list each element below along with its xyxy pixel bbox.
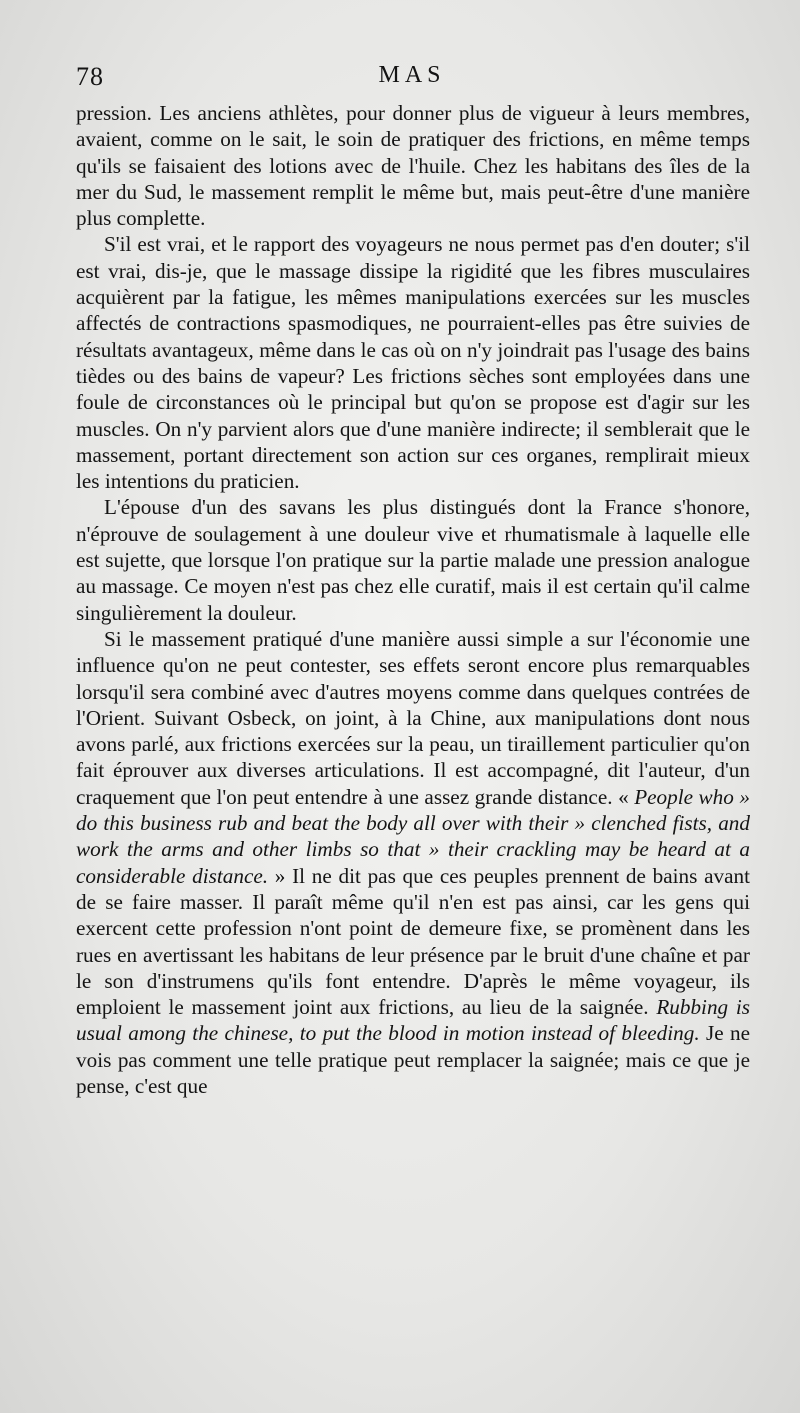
- text-segment: Si le massement pratiqué d'une manière aussi simple a sur l'économie une influence qu'on ne peut contester, ses effets seront encore plus remarquables lorsqu'il sera combiné avec d'autres moyens comme dans quelques contrées de l'Orient. Suivant Osbeck, on joint, à la Chine, aux manipulations dont nous avons parlé, aux frictions exercées sur la peau, un tiraillement particulier qu'on fait éprouver aux diverses articulations. Il est accompagné, dit l'auteur, d'un craquement que l'on peut entendre à une assez grande distance. «: [76, 626, 750, 809]
- text-segment: L'épouse d'un des savans les plus distingués dont la France s'honore, n'éprouve de soulagement à une douleur vive et rhumatismale à laquelle elle est sujette, que lorsque l'on pratique sur la partie malade une pression analogue au massage. Ce moyen n'est pas chez elle curatif, mais il est certain qu'il calme singulièrement la douleur.: [76, 495, 750, 625]
- paragraph: [76, 494, 750, 625]
- page-header: [76, 62, 748, 92]
- paragraph: [76, 626, 750, 1099]
- text-segment: pression. Les anciens athlètes, pour donner plus de vigueur à leurs membres, avaient, comme on le sait, le soin de pratiquer des frictions, en même temps qu'ils se faisaient des lotions avec de l'huile. Chez les habitans des îles de la mer du Sud, le massement remplit le même but, mais peut-être d'une manière plus complette.: [76, 101, 750, 231]
- text-segment: » Il ne dit pas que ces peuples prennent de bains avant de se faire masser. Il paraît même qu'il n'en est pas ainsi, car les gens qui exercent cette profession n'ont point de demeure fixe, se promènent dans les rues en avertissant les habitans de leur présence par le bruit d'une chaîne et par le son d'instrumens qu'ils font entendre. D'après le même voyageur, ils emploient le massement joint aux frictions, au lieu de la saignée.: [76, 863, 750, 1020]
- running-head: MAS: [378, 62, 446, 88]
- page-number: 78: [76, 62, 104, 91]
- italic-quotation: People who » do this business rub and beat the body all over with their » clenched fists, and work the arms and other limbs so that » their crackling may be heard at a considerable distance.: [76, 784, 750, 888]
- italic-quotation: Rubbing is usual among the chinese, to put the blood in motion instead of bleeding.: [76, 995, 750, 1046]
- body-text: [76, 100, 750, 1099]
- paragraph: [76, 231, 750, 494]
- text-segment: Je ne vois pas comment une telle pratique peut remplacer la saignée; mais ce que je pense, c'est que: [76, 1021, 750, 1098]
- paragraph: [76, 100, 750, 231]
- text-segment: S'il est vrai, et le rapport des voyageurs ne nous permet pas d'en douter; s'il est vrai, dis-je, que le massage dissipe la rigidité que les fibres musculaires acquièrent par la fatigue, les mêmes manipulations exercées sur les muscles affectés de contractions spasmodiques, ne pourraient-elles pas être suivies de résultats avantageux, même dans le cas où on n'y joindrait pas l'usage des bains tièdes ou des bains de vapeur? Les frictions sèches sont employées dans une foule de circonstances où le principal but qu'on se propose est d'agir sur les muscles. On n'y parvient alors que d'une manière indirecte; il semblerait que le massement, portant directement son action sur ces organes, remplirait mieux les intentions du praticien.: [76, 232, 750, 494]
